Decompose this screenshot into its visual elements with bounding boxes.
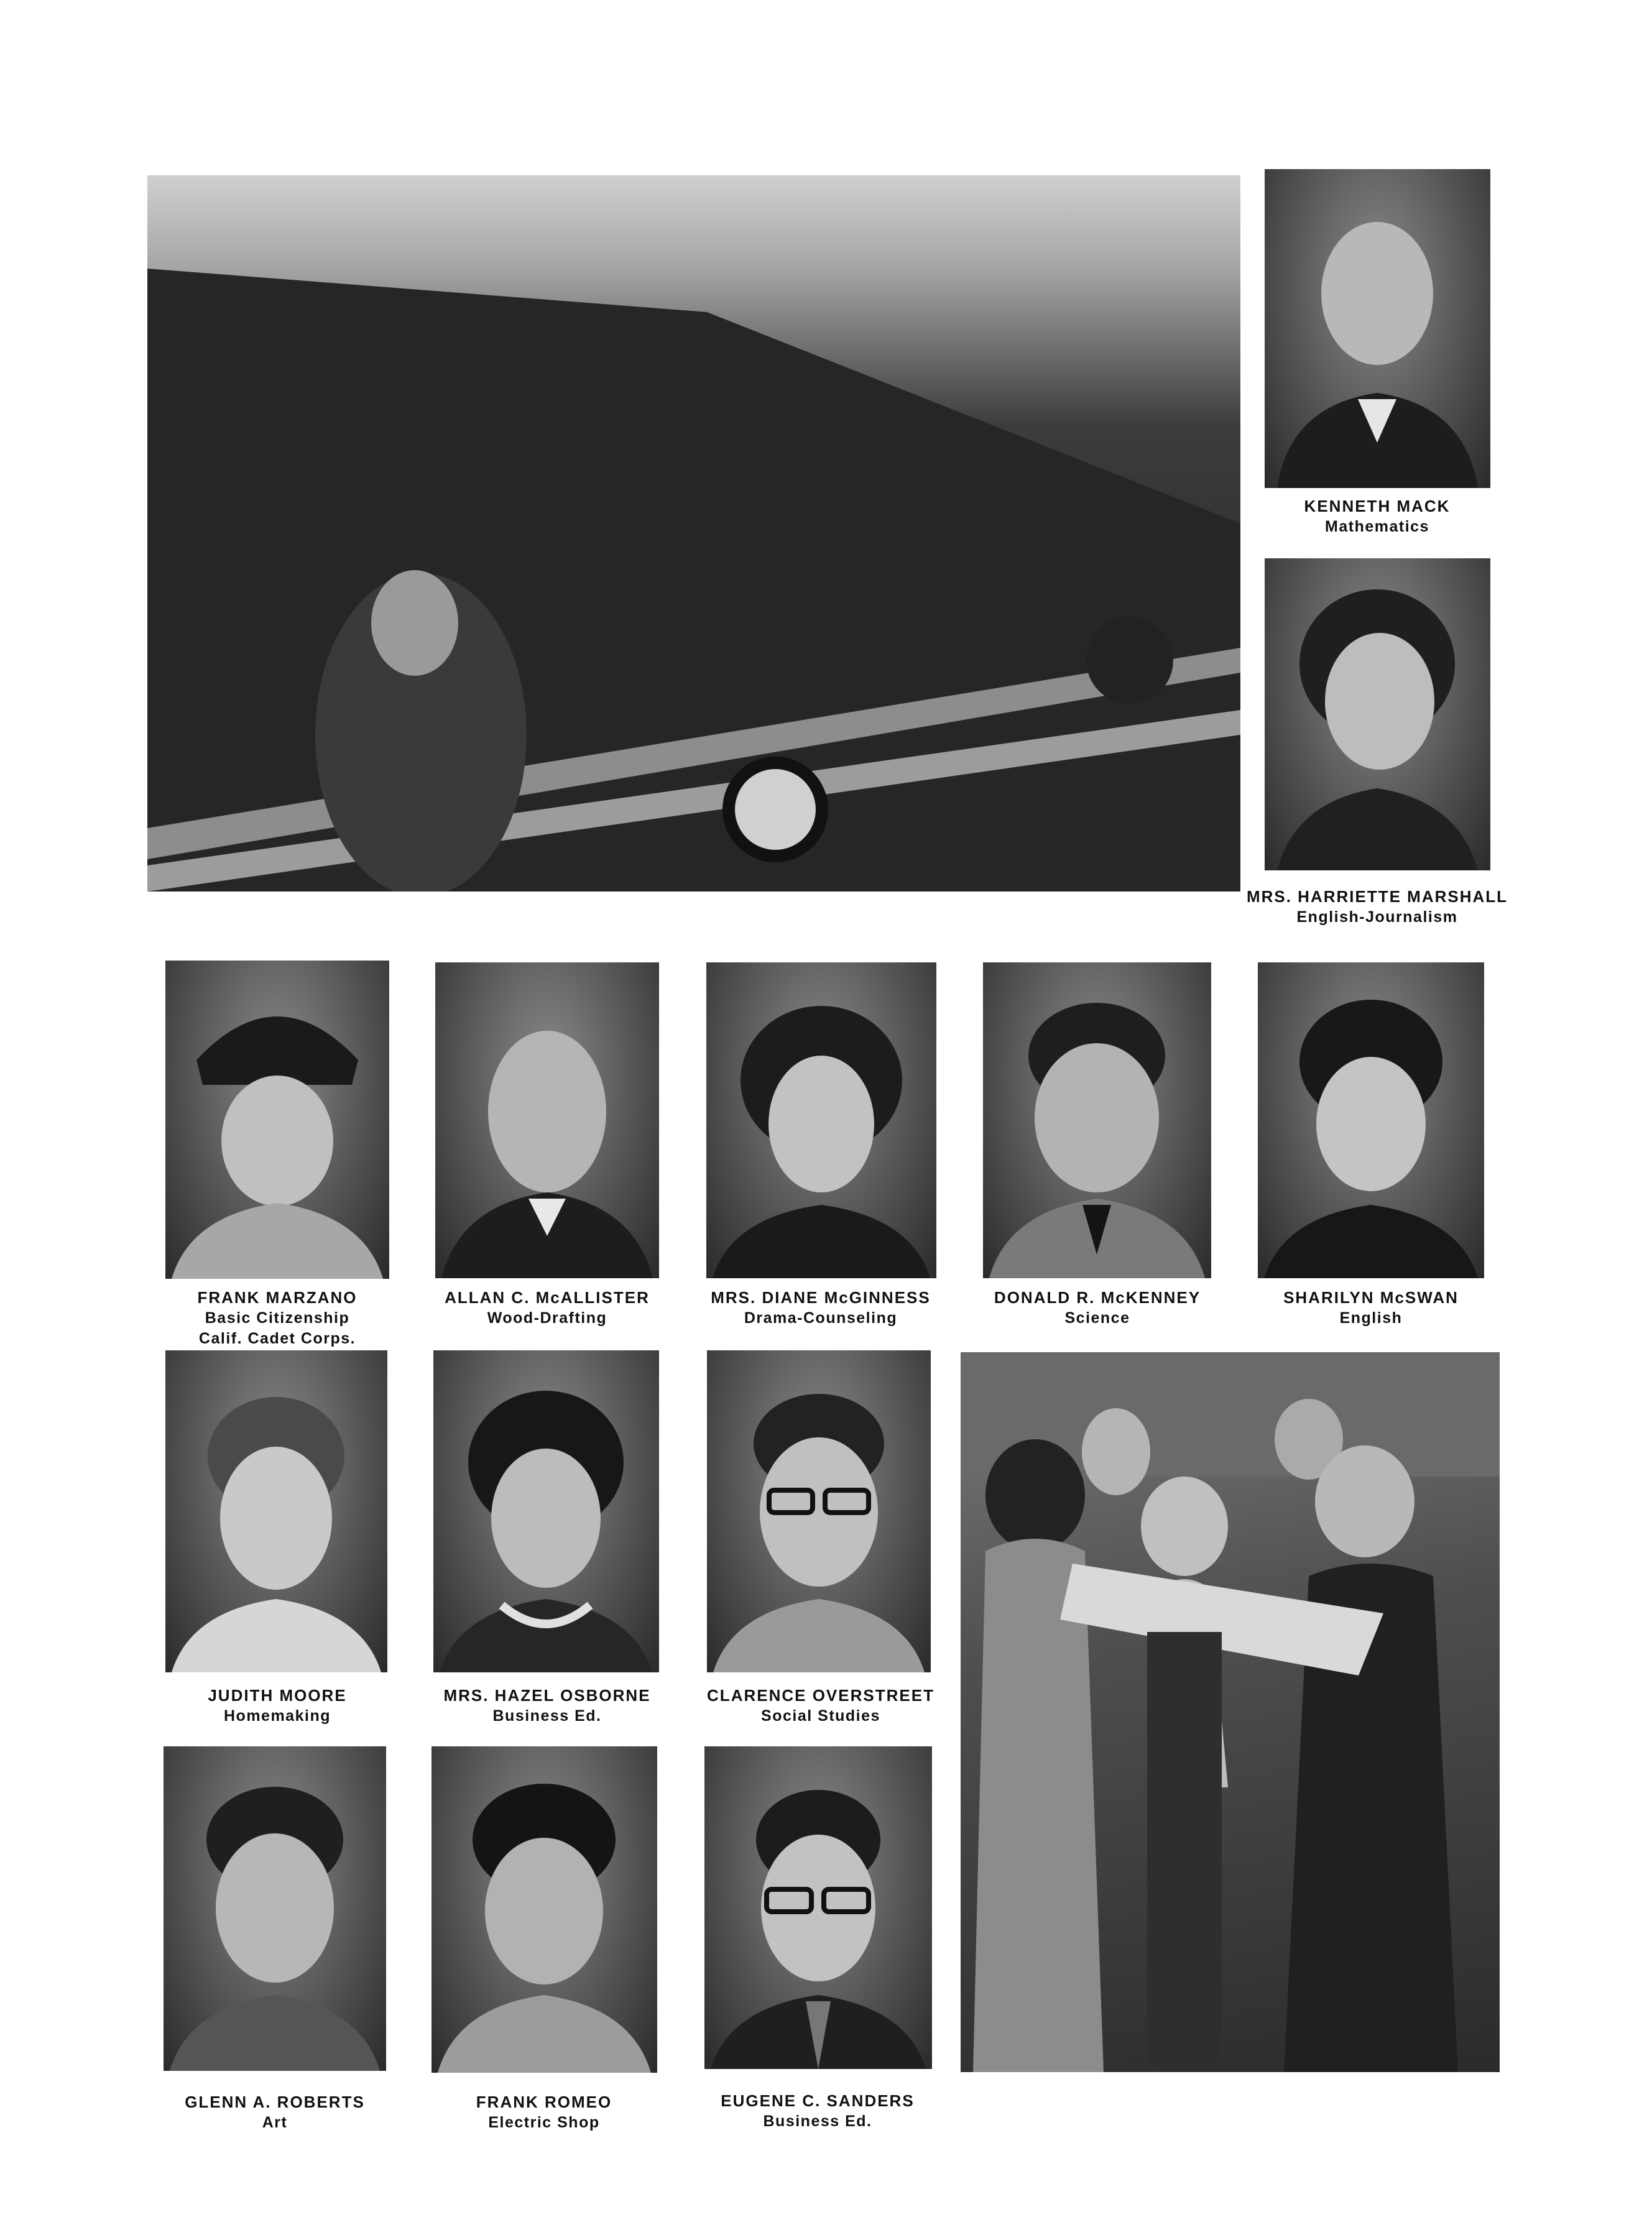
caption-allan-mcallister (410, 1287, 684, 1329)
faculty-name: EUGENE C. SANDERS (721, 2091, 915, 2110)
caption-diane-mcginness (678, 1287, 964, 1329)
faculty-subject: Mathematics (1325, 518, 1429, 535)
portrait-judith-moore (165, 1350, 387, 1672)
portrait-icon (164, 1746, 386, 2071)
caption-eugene-sanders (681, 2090, 954, 2132)
faculty-subject: English (1339, 1309, 1403, 1327)
portrait-harriette-marshall (1265, 558, 1490, 870)
portrait-icon (431, 1746, 657, 2073)
portrait-icon (706, 962, 936, 1278)
portrait-donald-mckenney (983, 962, 1211, 1278)
faculty-subject: Science (1064, 1309, 1130, 1327)
faculty-name: FRANK MARZANO (197, 1288, 358, 1307)
faculty-name: ALLAN C. McALLISTER (445, 1288, 650, 1307)
portrait-frank-marzano (165, 961, 389, 1279)
faculty-subject: Wood-Drafting (487, 1309, 607, 1327)
portrait-hazel-osborne (433, 1350, 659, 1672)
portrait-icon (165, 961, 389, 1279)
faculty-subject: Business Ed. (763, 2113, 872, 2130)
faculty-name: SHARILYN McSWAN (1283, 1288, 1459, 1307)
portrait-icon (983, 962, 1211, 1278)
lectern-group-photo (961, 1352, 1500, 2072)
faculty-name: MRS. HARRIETTE MARSHALL (1246, 887, 1508, 906)
faculty-name: JUDITH MOORE (208, 1686, 347, 1705)
faculty-subject: Business Ed. (492, 1707, 602, 1725)
portrait-kenneth-mack (1265, 169, 1490, 488)
portrait-icon (1265, 169, 1490, 488)
caption-frank-romeo (413, 2091, 675, 2133)
portrait-clarence-overstreet (707, 1350, 931, 1672)
portrait-diane-mcginness (706, 962, 936, 1278)
caption-kenneth-mack (1237, 495, 1517, 537)
faculty-name: MRS. DIANE McGINNESS (711, 1288, 931, 1307)
portrait-icon (1258, 962, 1484, 1278)
band-bleachers-photo (147, 175, 1240, 892)
portrait-icon (165, 1350, 387, 1672)
faculty-name: MRS. HAZEL OSBORNE (443, 1686, 651, 1705)
caption-clarence-overstreet (678, 1685, 964, 1726)
faculty-subject: English-Journalism (1296, 908, 1458, 926)
faculty-subject: Electric Shop (488, 2114, 600, 2131)
faculty-name: DONALD R. McKENNEY (994, 1288, 1201, 1307)
faculty-subject: Basic Citizenship (205, 1309, 350, 1327)
crowd-photo-icon (147, 175, 1240, 892)
portrait-icon (707, 1350, 931, 1672)
portrait-frank-romeo (431, 1746, 657, 2073)
caption-glenn-roberts (144, 2091, 405, 2133)
portrait-icon (433, 1350, 659, 1672)
portrait-icon (1265, 558, 1490, 870)
portrait-eugene-sanders (704, 1746, 932, 2069)
caption-hazel-osborne (410, 1685, 684, 1726)
faculty-name: KENNETH MACK (1304, 497, 1451, 515)
portrait-sharilyn-mcswan (1258, 962, 1484, 1278)
portrait-icon (435, 962, 659, 1278)
faculty-subject: Homemaking (224, 1707, 331, 1725)
faculty-name: CLARENCE OVERSTREET (707, 1686, 934, 1705)
faculty-subject: Drama-Counseling (744, 1309, 898, 1327)
portrait-icon (704, 1746, 932, 2069)
caption-frank-marzano (147, 1287, 408, 1349)
caption-sharilyn-mcswan (1234, 1287, 1508, 1329)
faculty-name: FRANK ROMEO (476, 2093, 612, 2111)
faculty-subject: Art (262, 2114, 288, 2131)
caption-judith-moore (147, 1685, 408, 1726)
caption-donald-mckenney (961, 1287, 1234, 1329)
faculty-name: GLENN A. ROBERTS (185, 2093, 365, 2111)
faculty-subject: Calif. Cadet Corps. (198, 1330, 356, 1347)
caption-harriette-marshall (1231, 886, 1523, 928)
group-photo-icon (961, 1352, 1500, 2072)
portrait-allan-mcallister (435, 962, 659, 1278)
faculty-subject: Social Studies (761, 1707, 880, 1725)
portrait-glenn-roberts (164, 1746, 386, 2071)
